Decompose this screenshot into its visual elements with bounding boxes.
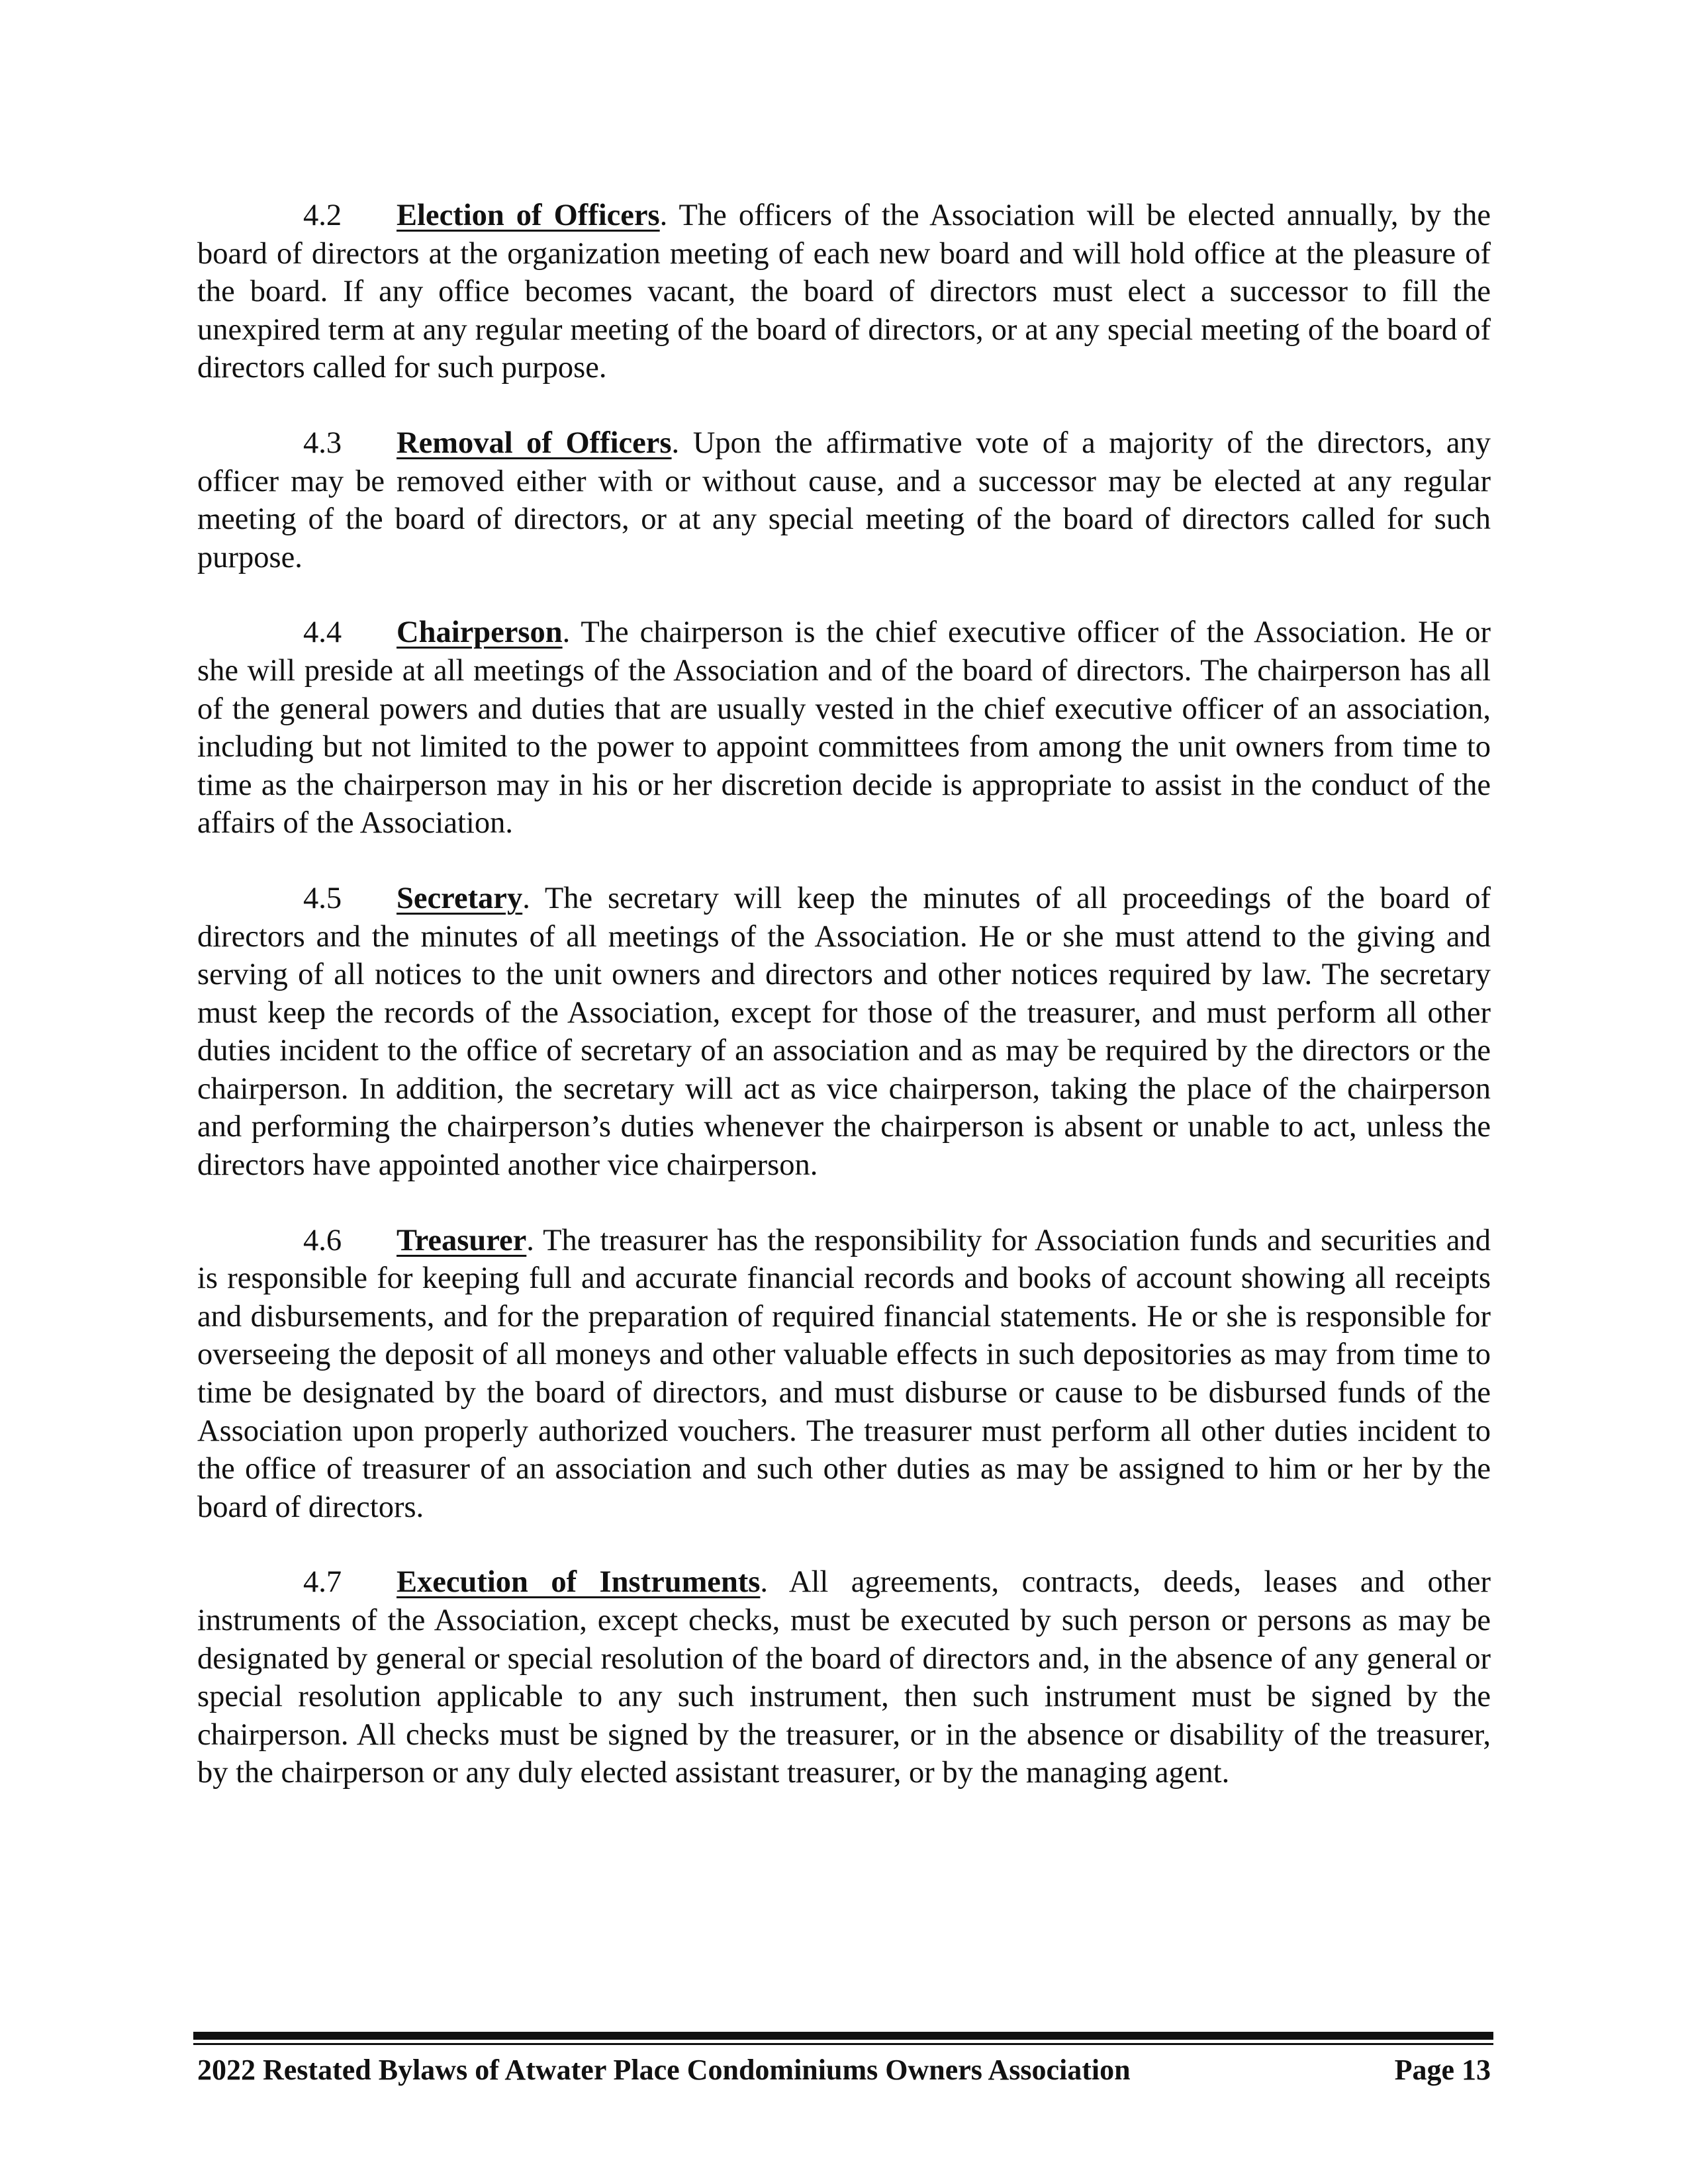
section-paragraph [197,197,1491,387]
section-text: . Upon the affirmative vote of a majority of the directors, any officer may be removed either with or without cause, and a successor may be elected at any regular meeting of the board of directors, or at any special meeting of the board of directors called for such purpose. [197,426,1491,574]
footer-rule-thick [193,2032,1493,2040]
section-text: . The secretary will keep the minutes of all proceedings of the board of directors and the minutes of all meetings of the Association. He or she must attend to the giving and serving of all notices to the unit owners and directors and other notices required by law. The secretary must keep the records of the Association, except for those of the treasurer, and must perform all other duties incident to the office of secretary of an association and as may be required by the directors or the chairperson. In addition, the secretary will act as vice chairperson, taking the place of the chairperson and performing the chairperson’s duties whenever the chairperson is absent or unable to act, unless the directors have appointed another vice chairperson. [197,881,1491,1183]
section-text: . The chairperson is the chief executive officer of the Association. He or she will preside at all meetings of the Association and of the board of directors. The chairperson has all of the general powers and duties that are usually vested in the chief executive officer of an association, including but not limited to the power to appoint committees from among the unit owners from time to time as the chairperson may in his or her discretion decide is appropriate to assist in the conduct of the affairs of the Association. [197,615,1491,841]
section-paragraph [197,614,1491,842]
section-number: 4.3 [303,426,342,460]
section-4-2 [197,197,1491,387]
section-title: Execution of Instruments [397,1565,761,1600]
document-body [197,197,1491,1829]
footer-title: 2022 Restated Bylaws of Atwater Place Condominiums Owners Association [197,2054,1131,2086]
section-paragraph [197,424,1491,576]
footer-divider [193,2032,1493,2045]
footer-rule-thin [193,2043,1493,2045]
section-title: Secretary [397,881,523,915]
section-title: Removal of Officers [397,426,672,460]
section-title: Treasurer [397,1223,527,1257]
section-number: 4.7 [303,1565,342,1600]
section-text: . All agreements, contracts, deeds, leases and other instruments of the Association, except checks, must be executed by such person or persons as may be designated by general or special resolution of the board of directors and, in the absence of any general or special resolution applicable to any such instrument, then such instrument must be signed by the chairperson. All checks must be signed by the treasurer, or in the absence or disability of the treasurer, by the chairperson or any duly elected assistant treasurer, or by the managing agent. [197,1565,1491,1790]
section-text: . The officers of the Association will be elected annually, by the board of directors at the organization meeting of each new board and will hold office at the pleasure of the board. If any office becomes vacant, the board of directors must elect a successor to fill the unexpired term at any regular meeting of the board of directors, or at any special meeting of the board of directors called for such purpose. [197,199,1491,385]
section-paragraph [197,1222,1491,1527]
page-number: Page 13 [1394,2054,1491,2086]
section-4-5 [197,880,1491,1185]
section-title: Chairperson [397,615,563,650]
section-number: 4.5 [303,881,342,915]
section-number: 4.6 [303,1223,342,1257]
page-footer [197,2050,1491,2090]
section-4-7 [197,1563,1491,1792]
section-title: Election of Officers [397,199,660,232]
section-number: 4.2 [303,199,342,232]
section-4-3 [197,424,1491,576]
section-paragraph [197,1563,1491,1792]
section-paragraph [197,880,1491,1185]
section-text: . The treasurer has the responsibility for Association funds and securities and is responsible for keeping full and accurate financial records and books of account showing all receipts and disbursements, and for the preparation of required financial statements. He or she is responsible for overseeing the deposit of all moneys and other valuable effects in such depositories as may from time to time be designated by the board of directors, and must disburse or cause to be disbursed funds of the Association upon properly authorized vouchers. The treasurer must perform all other duties incident to the office of treasurer of an association and such other duties as may be assigned to him or her by the board of directors. [197,1223,1491,1524]
section-4-4 [197,614,1491,842]
section-4-6 [197,1222,1491,1527]
section-number: 4.4 [303,615,342,650]
